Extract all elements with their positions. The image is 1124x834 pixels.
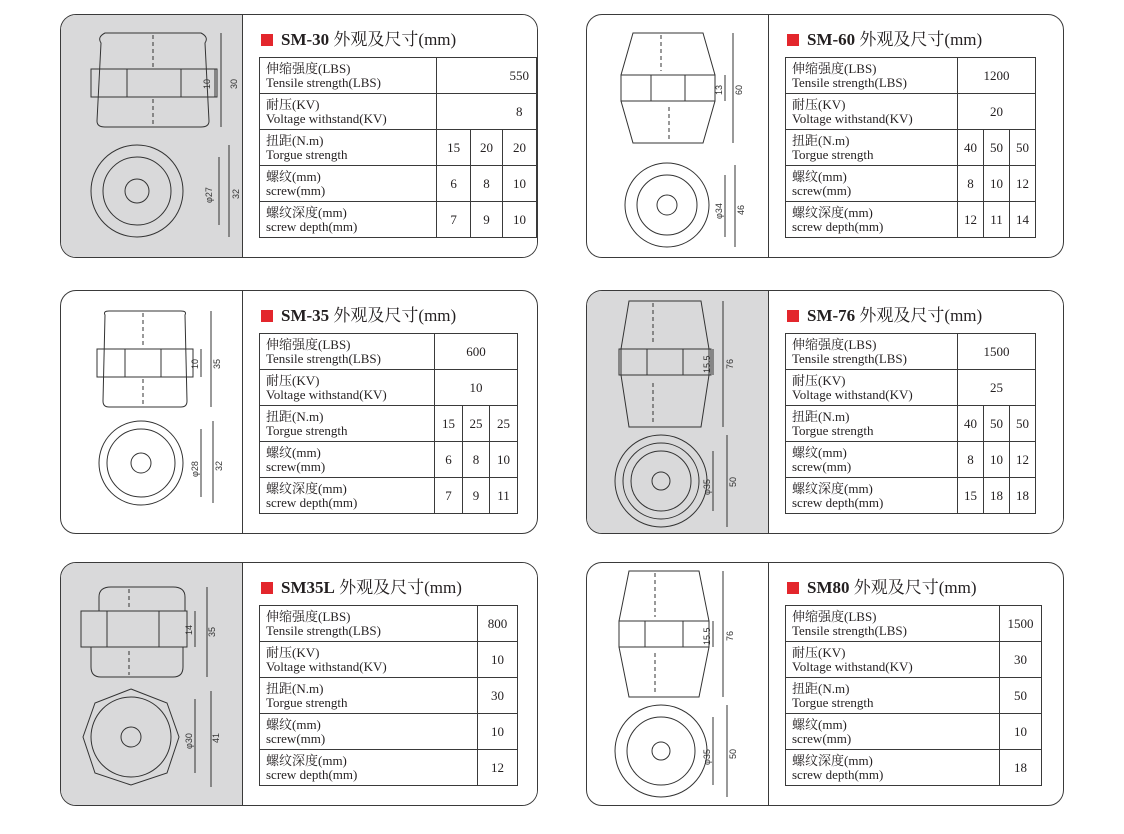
card-title xyxy=(787,25,982,50)
tensile-value: 600 xyxy=(435,334,518,370)
table-cell: 11 xyxy=(984,202,1010,238)
row-label-en: screw(mm) xyxy=(792,458,852,474)
table-row xyxy=(786,334,1036,370)
row-label-en: Torgue strength xyxy=(792,146,874,162)
table-cell: 15 xyxy=(437,130,471,166)
table-cell: 10 xyxy=(503,202,537,238)
table-row xyxy=(786,678,1042,714)
insulator-drawing xyxy=(61,15,243,258)
table-row xyxy=(260,166,537,202)
dim-inner-diameter: φ30 xyxy=(184,733,194,749)
row-label-en: Torgue strength xyxy=(266,422,348,438)
dim-outer-width: 32 xyxy=(214,460,224,471)
spec-card-sm80 xyxy=(586,562,1064,806)
row-label-cn: 伸缩强度(LBS) xyxy=(792,608,877,624)
row-label-cn: 扭距(N.m) xyxy=(792,408,850,424)
table-row xyxy=(786,130,1036,166)
row-label-cn: 螺纹(mm) xyxy=(266,168,321,184)
voltage-value: 20 xyxy=(958,94,1036,130)
dim-outer-width: 32 xyxy=(231,188,241,199)
table-cell: 18 xyxy=(1000,750,1042,786)
table-row xyxy=(260,606,518,642)
dim-inner-diameter: φ34 xyxy=(714,203,724,219)
row-label-en: screw(mm) xyxy=(266,730,326,746)
table-cell: 10 xyxy=(984,166,1010,202)
tensile-value: 1200 xyxy=(958,58,1036,94)
table-cell: 20 xyxy=(503,130,537,166)
model-name: SM80 xyxy=(807,578,850,597)
voltage-value: 8 xyxy=(503,94,537,130)
spec-table xyxy=(259,333,518,514)
spec-card-sm35l xyxy=(60,562,538,806)
row-label-en: Tensile strength(LBS) xyxy=(266,622,381,638)
title-suffix: 外观及尺寸(mm) xyxy=(333,306,457,325)
table-row xyxy=(260,442,518,478)
voltage-value: 10 xyxy=(435,370,518,406)
row-label-en: Tensile strength(LBS) xyxy=(266,74,381,90)
row-label-en: Torgue strength xyxy=(792,422,874,438)
table-cell: 14 xyxy=(1010,202,1036,238)
table-cell: 8 xyxy=(463,442,490,478)
table-row xyxy=(786,406,1036,442)
row-label-en: screw depth(mm) xyxy=(792,494,884,510)
table-cell: 6 xyxy=(435,442,463,478)
row-label-en: Tensile strength(LBS) xyxy=(792,74,907,90)
row-label-cn: 扭距(N.m) xyxy=(266,680,324,696)
row-label-en: Torgue strength xyxy=(792,694,874,710)
table-cell: 18 xyxy=(1010,478,1036,514)
dim-thread-height: 14 xyxy=(184,624,194,635)
table-cell: 50 xyxy=(984,130,1010,166)
voltage-value: 30 xyxy=(1000,642,1042,678)
dim-height: 35 xyxy=(207,626,217,637)
card-title xyxy=(261,301,456,326)
table-row xyxy=(260,478,518,514)
tensile-value: 550 xyxy=(503,58,537,94)
table-cell: 18 xyxy=(984,478,1010,514)
table-row xyxy=(786,478,1036,514)
row-label-en: screw depth(mm) xyxy=(266,766,358,782)
row-label-en: Torgue strength xyxy=(266,694,348,710)
voltage-value: 25 xyxy=(958,370,1036,406)
row-label-cn: 螺纹深度(mm) xyxy=(266,204,347,220)
row-label-en: Torgue strength xyxy=(266,146,348,162)
dim-thread-height: 10 xyxy=(202,78,212,89)
card-title xyxy=(787,301,982,326)
table-cell: 10 xyxy=(478,714,518,750)
title-suffix: 外观及尺寸(mm) xyxy=(859,306,983,325)
row-label-cn: 螺纹(mm) xyxy=(266,716,321,732)
drawing-panel xyxy=(61,15,243,257)
voltage-value: 10 xyxy=(478,642,518,678)
row-label-en: screw(mm) xyxy=(266,182,326,198)
spec-table xyxy=(785,605,1042,786)
table-row xyxy=(786,642,1042,678)
dim-inner-diameter: φ27 xyxy=(204,187,214,203)
dim-outer-width: 50 xyxy=(728,748,738,759)
drawing-panel xyxy=(587,563,769,805)
dim-height: 76 xyxy=(725,630,735,641)
table-cell: 25 xyxy=(463,406,490,442)
table-cell: 50 xyxy=(1010,130,1036,166)
row-label-en: Voltage withstand(KV) xyxy=(266,110,387,126)
row-label-cn: 螺纹深度(mm) xyxy=(792,480,873,496)
spec-card-sm-60 xyxy=(586,14,1064,258)
table-cell: 8 xyxy=(470,166,502,202)
table-row xyxy=(260,130,537,166)
row-label-cn: 伸缩强度(LBS) xyxy=(792,336,877,352)
table-cell: 12 xyxy=(1010,166,1036,202)
row-label-cn: 耐压(KV) xyxy=(792,644,846,660)
card-title xyxy=(787,573,977,598)
table-cell: 10 xyxy=(984,442,1010,478)
model-name: SM-76 xyxy=(807,306,856,325)
row-label-cn: 螺纹(mm) xyxy=(792,444,847,460)
insulator-drawing xyxy=(61,291,243,534)
row-label-en: Tensile strength(LBS) xyxy=(792,350,907,366)
model-name: SM-35 xyxy=(281,306,330,325)
dim-height: 35 xyxy=(212,358,222,369)
table-cell: 15 xyxy=(958,478,984,514)
row-label-en: Voltage withstand(KV) xyxy=(792,386,913,402)
table-row xyxy=(786,750,1042,786)
table-cell: 8 xyxy=(958,442,984,478)
dim-outer-width: 41 xyxy=(211,732,221,743)
drawing-panel xyxy=(61,563,243,805)
row-label-en: screw depth(mm) xyxy=(792,766,884,782)
table-cell: 8 xyxy=(958,166,984,202)
spec-table xyxy=(259,57,537,238)
table-cell: 10 xyxy=(503,166,537,202)
row-label-en: screw depth(mm) xyxy=(266,218,358,234)
row-label-cn: 耐压(KV) xyxy=(792,96,846,112)
red-square-icon xyxy=(787,582,799,594)
dim-inner-diameter: φ35 xyxy=(702,749,712,765)
spec-table xyxy=(785,333,1036,514)
insulator-drawing xyxy=(587,291,769,534)
drawing-panel xyxy=(587,15,769,257)
spec-table xyxy=(259,605,518,786)
row-label-en: Voltage withstand(KV) xyxy=(266,386,387,402)
table-row xyxy=(786,58,1036,94)
dim-height: 76 xyxy=(725,358,735,369)
dim-height: 60 xyxy=(734,84,744,95)
row-label-cn: 螺纹(mm) xyxy=(792,716,847,732)
tensile-value: 800 xyxy=(478,606,518,642)
card-title xyxy=(261,573,462,598)
dim-outer-width: 46 xyxy=(736,204,746,215)
row-label-en: screw depth(mm) xyxy=(266,494,358,510)
table-row xyxy=(786,202,1036,238)
table-cell: 50 xyxy=(984,406,1010,442)
insulator-drawing xyxy=(61,563,243,806)
card-title xyxy=(261,25,456,50)
table-cell: 40 xyxy=(958,130,984,166)
table-cell: 30 xyxy=(478,678,518,714)
table-row xyxy=(260,678,518,714)
table-cell: 40 xyxy=(958,406,984,442)
row-label-cn: 伸缩强度(LBS) xyxy=(266,336,351,352)
table-row xyxy=(260,714,518,750)
spec-card-sm-35 xyxy=(60,290,538,534)
dim-inner-diameter: φ28 xyxy=(190,461,200,477)
red-square-icon xyxy=(261,34,273,46)
table-row xyxy=(786,714,1042,750)
table-cell: 10 xyxy=(1000,714,1042,750)
model-name: SM35L xyxy=(281,578,335,597)
drawing-panel xyxy=(587,291,769,533)
row-label-en: Voltage withstand(KV) xyxy=(792,658,913,674)
red-square-icon xyxy=(261,582,273,594)
row-label-cn: 耐压(KV) xyxy=(266,644,320,660)
drawing-panel xyxy=(61,291,243,533)
row-label-cn: 扭距(N.m) xyxy=(266,408,324,424)
insulator-drawing xyxy=(587,15,769,258)
dim-height: 30 xyxy=(229,78,239,89)
row-label-cn: 螺纹深度(mm) xyxy=(266,480,347,496)
table-row xyxy=(260,202,537,238)
tensile-value: 1500 xyxy=(958,334,1036,370)
table-row xyxy=(786,370,1036,406)
spec-table xyxy=(785,57,1036,238)
dim-thread-height: 15.5 xyxy=(702,355,712,373)
model-name: SM-60 xyxy=(807,30,856,49)
row-label-en: screw(mm) xyxy=(266,458,326,474)
table-row xyxy=(786,606,1042,642)
red-square-icon xyxy=(261,310,273,322)
title-suffix: 外观及尺寸(mm) xyxy=(859,30,983,49)
row-label-cn: 螺纹(mm) xyxy=(792,168,847,184)
row-label-cn: 伸缩强度(LBS) xyxy=(266,608,351,624)
dim-inner-diameter: φ35 xyxy=(702,479,712,495)
table-cell: 12 xyxy=(958,202,984,238)
row-label-cn: 扭距(N.m) xyxy=(792,680,850,696)
table-cell: 12 xyxy=(478,750,518,786)
row-label-cn: 扭距(N.m) xyxy=(792,132,850,148)
table-cell: 20 xyxy=(470,130,502,166)
dim-outer-width: 50 xyxy=(728,476,738,487)
title-suffix: 外观及尺寸(mm) xyxy=(339,578,462,597)
insulator-drawing xyxy=(587,563,769,806)
row-label-en: Tensile strength(LBS) xyxy=(792,622,907,638)
red-square-icon xyxy=(787,310,799,322)
table-cell: 12 xyxy=(1010,442,1036,478)
table-row xyxy=(260,406,518,442)
table-cell: 50 xyxy=(1010,406,1036,442)
table-cell: 6 xyxy=(437,166,471,202)
table-row xyxy=(786,94,1036,130)
table-row xyxy=(260,370,518,406)
table-cell: 9 xyxy=(463,478,490,514)
table-cell: 50 xyxy=(1000,678,1042,714)
row-label-cn: 螺纹(mm) xyxy=(266,444,321,460)
table-cell: 25 xyxy=(490,406,518,442)
spec-card-sm-30 xyxy=(60,14,538,258)
row-label-cn: 螺纹深度(mm) xyxy=(792,752,873,768)
table-row xyxy=(260,94,537,130)
red-square-icon xyxy=(787,34,799,46)
table-row xyxy=(786,442,1036,478)
row-label-en: screw(mm) xyxy=(792,182,852,198)
model-name: SM-30 xyxy=(281,30,330,49)
row-label-en: Voltage withstand(KV) xyxy=(266,658,387,674)
table-cell: 11 xyxy=(490,478,518,514)
dim-thread-height: 15.5 xyxy=(702,627,712,645)
table-row xyxy=(260,642,518,678)
table-cell: 7 xyxy=(437,202,471,238)
dim-thread-height: 13 xyxy=(714,84,724,95)
table-cell: 15 xyxy=(435,406,463,442)
table-row xyxy=(260,58,537,94)
table-cell: 7 xyxy=(435,478,463,514)
row-label-en: screw depth(mm) xyxy=(792,218,884,234)
row-label-cn: 耐压(KV) xyxy=(266,372,320,388)
row-label-cn: 伸缩强度(LBS) xyxy=(792,60,877,76)
table-row xyxy=(260,334,518,370)
row-label-cn: 耐压(KV) xyxy=(266,96,320,112)
row-label-cn: 螺纹深度(mm) xyxy=(266,752,347,768)
row-label-cn: 螺纹深度(mm) xyxy=(792,204,873,220)
table-row xyxy=(786,166,1036,202)
row-label-en: Tensile strength(LBS) xyxy=(266,350,381,366)
table-row xyxy=(260,750,518,786)
table-cell: 9 xyxy=(470,202,502,238)
title-suffix: 外观及尺寸(mm) xyxy=(333,30,457,49)
title-suffix: 外观及尺寸(mm) xyxy=(853,578,977,597)
row-label-cn: 扭距(N.m) xyxy=(266,132,324,148)
tensile-value: 1500 xyxy=(1000,606,1042,642)
dim-thread-height: 10 xyxy=(190,358,200,369)
row-label-cn: 耐压(KV) xyxy=(792,372,846,388)
row-label-en: Voltage withstand(KV) xyxy=(792,110,913,126)
row-label-cn: 伸缩强度(LBS) xyxy=(266,60,351,76)
row-label-en: screw(mm) xyxy=(792,730,852,746)
spec-card-sm-76 xyxy=(586,290,1064,534)
table-cell: 10 xyxy=(490,442,518,478)
